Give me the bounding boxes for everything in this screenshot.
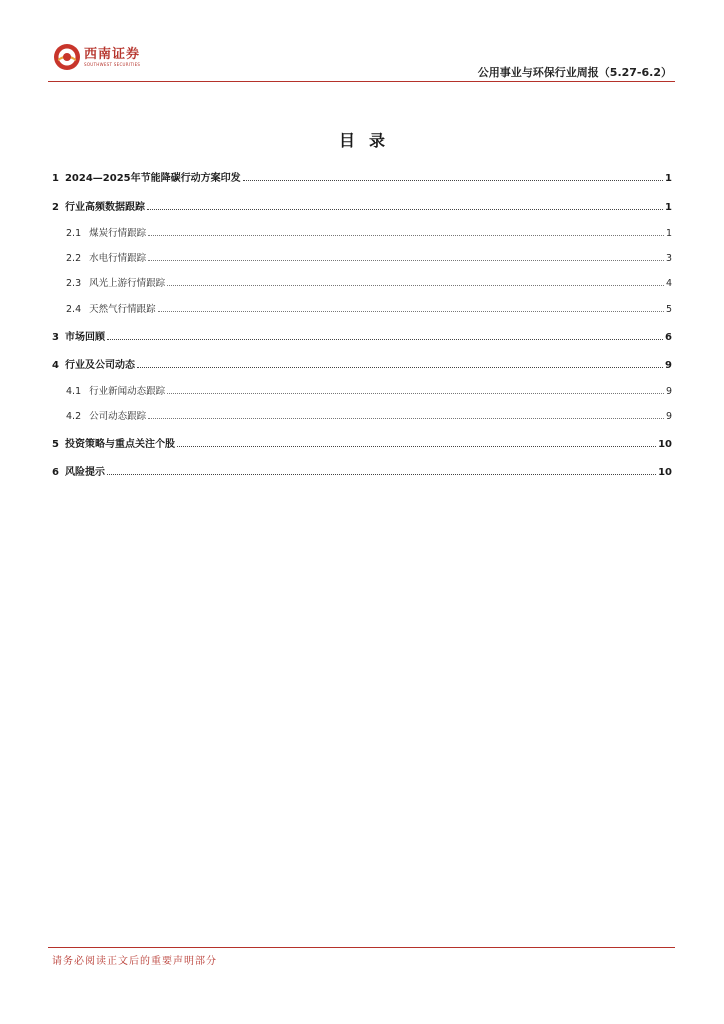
toc-entry-page: 1 bbox=[665, 228, 672, 239]
toc-heading: 目录 bbox=[338, 131, 399, 150]
toc-entry-2-2[interactable] bbox=[52, 252, 672, 266]
logo-english-name: SOUTHWEST SECURITIES bbox=[84, 61, 141, 67]
toc-entry-4[interactable] bbox=[52, 359, 672, 373]
toc-entry-number: 4.1 bbox=[66, 386, 82, 397]
toc-entry-number: 6 bbox=[52, 467, 59, 478]
report-title: 公用事业与环保行业周报（5.27-6.2） bbox=[477, 66, 672, 79]
toc-entry-2[interactable] bbox=[52, 201, 672, 215]
toc-entry-number: 5 bbox=[52, 439, 59, 450]
toc-entry-page: 10 bbox=[658, 439, 672, 450]
toc-entry-2-4[interactable] bbox=[52, 303, 672, 317]
toc-entry-page: 1 bbox=[665, 202, 672, 213]
toc-entry-page: 9 bbox=[665, 360, 672, 371]
toc-entry-page: 4 bbox=[665, 278, 672, 289]
toc-leader-dots bbox=[177, 446, 656, 447]
footer-disclaimer: 请务必阅读正文后的重要声明部分 bbox=[52, 956, 217, 967]
toc-entry-4-2[interactable] bbox=[52, 410, 672, 424]
toc-entry-number: 2.3 bbox=[66, 278, 82, 289]
toc-entry-page: 10 bbox=[658, 467, 672, 478]
toc-leader-dots bbox=[137, 367, 663, 368]
toc-leader-dots bbox=[167, 285, 664, 286]
toc-entry-number: 1 bbox=[52, 173, 59, 184]
toc-entry-number: 3 bbox=[52, 332, 59, 343]
toc-entry-title: 投资策略与重点关注个股 bbox=[64, 439, 175, 450]
toc-entry-number: 2.2 bbox=[66, 253, 82, 264]
logo-emblem-icon bbox=[53, 43, 81, 71]
toc-entry-3[interactable] bbox=[52, 331, 672, 345]
toc-leader-dots bbox=[148, 260, 664, 261]
header-divider bbox=[48, 81, 675, 82]
toc-entry-title: 天然气行情跟踪 bbox=[89, 304, 156, 315]
toc-entry-4-1[interactable] bbox=[52, 385, 672, 399]
toc-leader-dots bbox=[243, 180, 663, 181]
toc-leader-dots bbox=[147, 209, 663, 210]
logo-chinese-name: 西南证券 bbox=[84, 46, 141, 62]
toc-entry-2-3[interactable] bbox=[52, 277, 672, 291]
toc-entry-title: 行业新闻动态跟踪 bbox=[89, 386, 166, 397]
toc-entry-number: 4 bbox=[52, 360, 59, 371]
toc-entry-page: 9 bbox=[665, 411, 672, 422]
company-logo bbox=[53, 43, 140, 71]
toc-entry-page: 6 bbox=[665, 332, 672, 343]
footer-divider bbox=[48, 947, 675, 948]
toc-leader-dots bbox=[148, 235, 664, 236]
toc-entry-title: 行业高频数据跟踪 bbox=[64, 202, 145, 213]
toc-entry-5[interactable] bbox=[52, 438, 672, 452]
toc-leader-dots bbox=[148, 418, 664, 419]
toc-entry-page: 9 bbox=[665, 386, 672, 397]
toc-entry-page: 1 bbox=[665, 173, 672, 184]
toc-entry-title: 煤炭行情跟踪 bbox=[89, 228, 147, 239]
toc-entry-page: 3 bbox=[665, 253, 672, 264]
toc-entry-title: 公司动态跟踪 bbox=[89, 411, 147, 422]
toc-entry-title: 风光上游行情跟踪 bbox=[89, 278, 166, 289]
toc-entry-title: 水电行情跟踪 bbox=[89, 253, 147, 264]
toc-entry-title: 市场回顾 bbox=[64, 332, 105, 343]
toc-entry-1[interactable] bbox=[52, 172, 672, 186]
toc-leader-dots bbox=[107, 339, 663, 340]
toc-leader-dots bbox=[107, 474, 656, 475]
toc-entry-2-1[interactable] bbox=[52, 227, 672, 241]
toc-leader-dots bbox=[167, 393, 664, 394]
page-header bbox=[0, 0, 724, 84]
toc-entry-page: 5 bbox=[665, 304, 672, 315]
toc-leader-dots bbox=[158, 311, 664, 312]
toc-entry-number: 2.4 bbox=[66, 304, 82, 315]
toc-entry-title: 2024—2025年节能降碳行动方案印发 bbox=[64, 173, 241, 184]
toc-entry-number: 2 bbox=[52, 202, 59, 213]
toc-entry-title: 行业及公司动态 bbox=[64, 360, 135, 371]
toc-entry-title: 风险提示 bbox=[64, 467, 105, 478]
toc-entry-number: 2.1 bbox=[66, 228, 82, 239]
toc-entry-6[interactable] bbox=[52, 466, 672, 480]
toc-entry-number: 4.2 bbox=[66, 411, 82, 422]
